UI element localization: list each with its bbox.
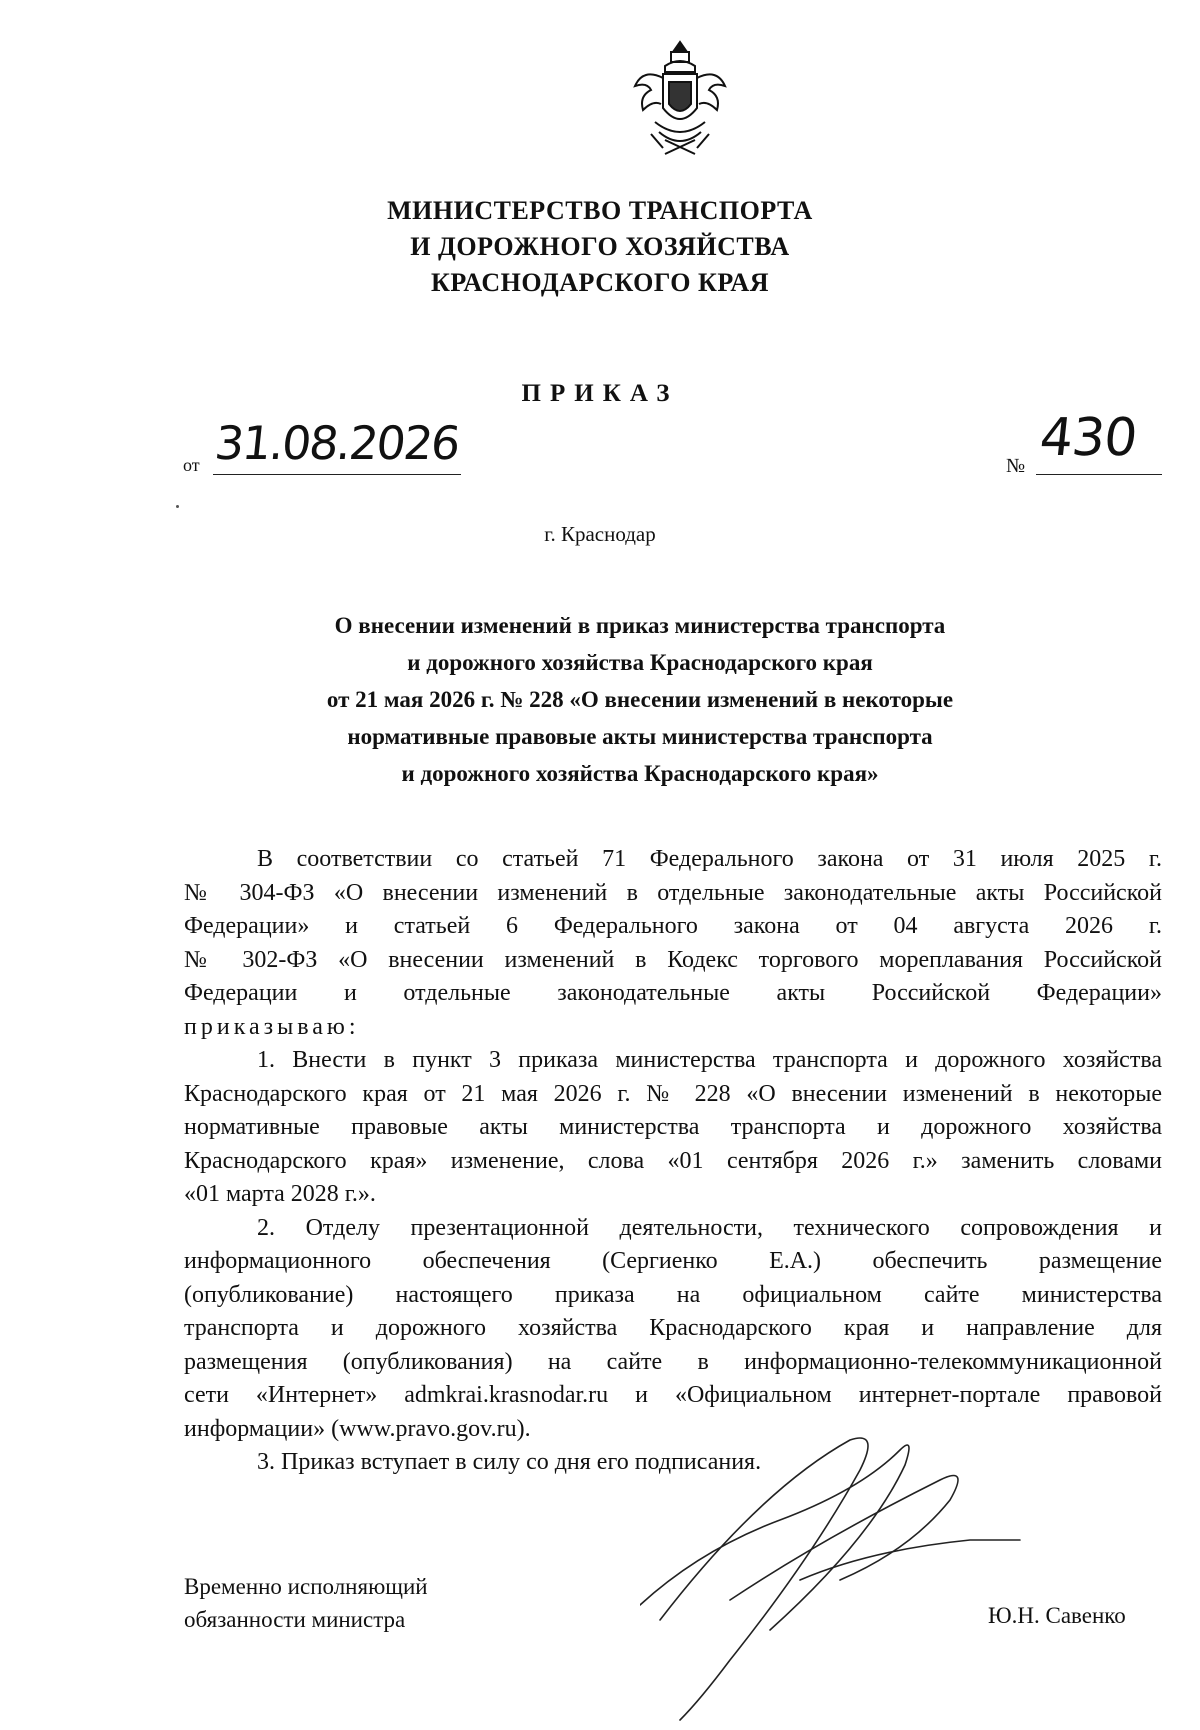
order-number: 430 — [1036, 408, 1140, 468]
signer-position-line: обязанности министра — [184, 1607, 406, 1632]
number-label: № — [1006, 455, 1026, 477]
body-line: Краснодарского края от 21 мая 2026 г. № 228 «О внесении изменений в некоторые — [184, 1080, 1162, 1107]
order-date: 31.08.2026 — [212, 416, 462, 470]
body-line: № 304-ФЗ «О внесении изменений в отдельные законодательные акты Российской — [184, 879, 1162, 906]
order-body — [184, 843, 1162, 1480]
stray-dot — [176, 505, 179, 508]
subject-line: О внесении изменений в приказ министерства транспорта — [334, 613, 946, 638]
signer-position — [184, 1570, 428, 1636]
body-line: приказываю: — [184, 1013, 360, 1040]
signer-name: Ю.Н. Савенко — [988, 1603, 1126, 1628]
body-line: «01 марта 2028 г.». — [184, 1181, 376, 1207]
order-subject — [240, 607, 1040, 792]
subject-line: и дорожного хозяйства Краснодарского края — [407, 650, 873, 675]
subject-line: и дорожного хозяйства Краснодарского края» — [401, 761, 879, 786]
subject-line: от 21 мая 2026 г. № 228 «О внесении изменений в некоторые — [326, 687, 954, 712]
ministry-name-line: МИНИСТЕРСТВО ТРАНСПОРТА — [387, 196, 813, 225]
ministry-name-line: И ДОРОЖНОГО ХОЗЯЙСТВА — [410, 232, 790, 261]
ministry-name — [0, 193, 1200, 301]
coat-of-arms-icon — [625, 38, 735, 158]
body-line: 3. Приказ вступает в силу со дня его подписания. — [257, 1449, 762, 1475]
body-line: информационного обеспечения (Сергиенко Е.А.) обеспечить размещение — [184, 1248, 1162, 1274]
order-title: ПРИКАЗ — [521, 380, 679, 407]
ministry-name-line: КРАСНОДАРСКОГО КРАЯ — [431, 268, 769, 297]
number-underline — [1036, 474, 1162, 475]
signer-position-line: Временно исполняющий — [184, 1574, 428, 1599]
body-line: сети «Интернет» admkrai.krasnodar.ru и «Официальном интернет-портале правовой — [184, 1382, 1162, 1408]
body-line: (опубликование) настоящего приказа на официальном сайте министерства — [184, 1281, 1162, 1308]
body-line: № 302-ФЗ «О внесении изменений в Кодекс торгового мореплавания Российской — [184, 946, 1162, 973]
body-line: Краснодарского края» изменение, слова «01 сентября 2026 г.» заменить словами — [184, 1147, 1162, 1174]
city: г. Краснодар — [544, 522, 656, 546]
body-line: размещения (опубликования) на сайте в информационно-телекоммуникационной — [184, 1348, 1162, 1375]
body-line: В соответствии со статьей 71 Федерального закона от 31 июля 2025 г. — [257, 846, 1162, 872]
subject-line: нормативные правовые акты министерства транспорта — [347, 724, 933, 749]
date-underline — [213, 474, 461, 475]
body-line: нормативные правовые акты министерства транспорта и дорожного хозяйства — [184, 1114, 1162, 1140]
body-line: 2. Отделу презентационной деятельности, технического сопровождения и — [257, 1214, 1162, 1241]
body-line: транспорта и дорожного хозяйства Краснодарского края и направление для — [184, 1315, 1162, 1341]
date-label: от — [183, 455, 200, 475]
handwritten-signature — [640, 1430, 1060, 1730]
body-line: Федерации» и статьей 6 Федерального закона от 04 августа 2026 г. — [184, 913, 1162, 939]
body-line: Федерации и отдельные законодательные акты Российской Федерации» — [184, 980, 1162, 1006]
body-line: информации» (www.pravo.gov.ru). — [184, 1415, 531, 1442]
body-line: 1. Внести в пункт 3 приказа министерства транспорта и дорожного хозяйства — [257, 1047, 1162, 1073]
